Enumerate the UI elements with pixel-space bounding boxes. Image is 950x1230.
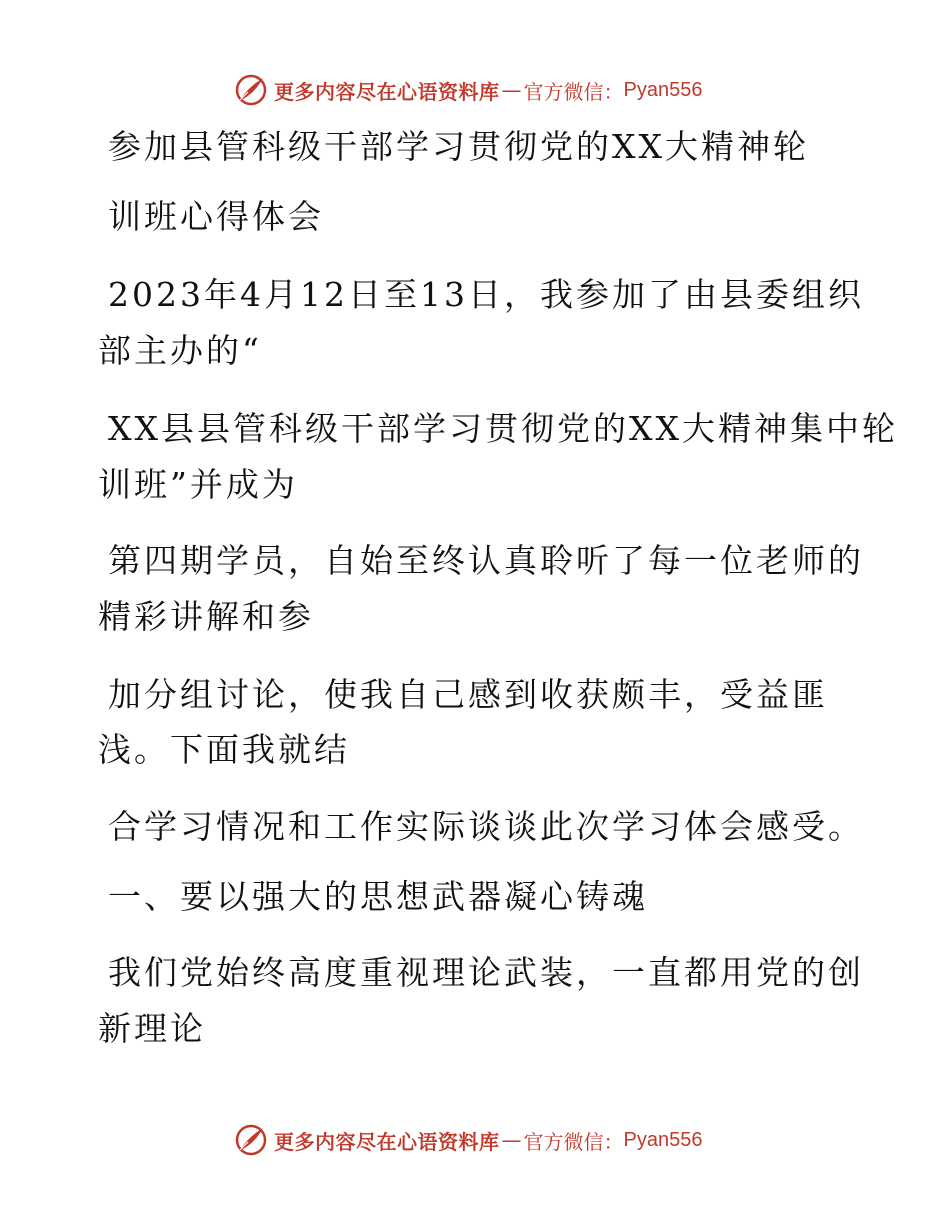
body-line: XX县县管科级干部学习贯彻党的XX大精神集中轮: [108, 409, 898, 448]
watermark-text: 更多内容尽在心语资料库: [274, 79, 500, 104]
body-line: 浅。下面我就结: [98, 730, 350, 769]
watermark-dash: —: [501, 1128, 522, 1152]
body-line: 加分组讨论，使我自己感到收获颇丰，受益匪: [108, 675, 828, 714]
watermark-wechat-label: 官方微信：: [523, 1129, 624, 1154]
body-line: 精彩讲解和参: [98, 597, 314, 636]
body-line: 新理论: [98, 1009, 206, 1048]
watermark-wechat-label: 官方微信：: [523, 79, 624, 104]
watermark-wechat-id: Pyan556: [623, 78, 703, 101]
body-line: 2023年4月12日至13日，我参加了由县委组织: [108, 275, 864, 314]
document-title-line-2: 训班心得体会: [108, 197, 324, 236]
watermark-dash: —: [501, 78, 522, 102]
body-line: 第四期学员，自始至终认真聆听了每一位老师的: [108, 541, 864, 580]
body-line: 合学习情况和工作实际谈谈此次学习体会感受。: [108, 807, 864, 846]
header-watermark: [234, 72, 702, 108]
document-title-line-1: 参加县管科级干部学习贯彻党的XX大精神轮: [108, 127, 809, 166]
body-line: 训班”并成为: [98, 465, 298, 504]
body-line: 我们党始终高度重视理论武装，一直都用党的创: [108, 953, 864, 992]
footer-watermark: [234, 1122, 702, 1158]
watermark-wechat-id: Pyan556: [623, 1128, 703, 1151]
body-line: 部主办的“: [98, 331, 262, 370]
feather-pen-logo-icon: [234, 73, 268, 107]
section-heading: 一、要以强大的思想武器凝心铸魂: [108, 877, 648, 916]
feather-pen-logo-icon: [234, 1123, 268, 1157]
watermark-text: 更多内容尽在心语资料库: [274, 1129, 500, 1154]
